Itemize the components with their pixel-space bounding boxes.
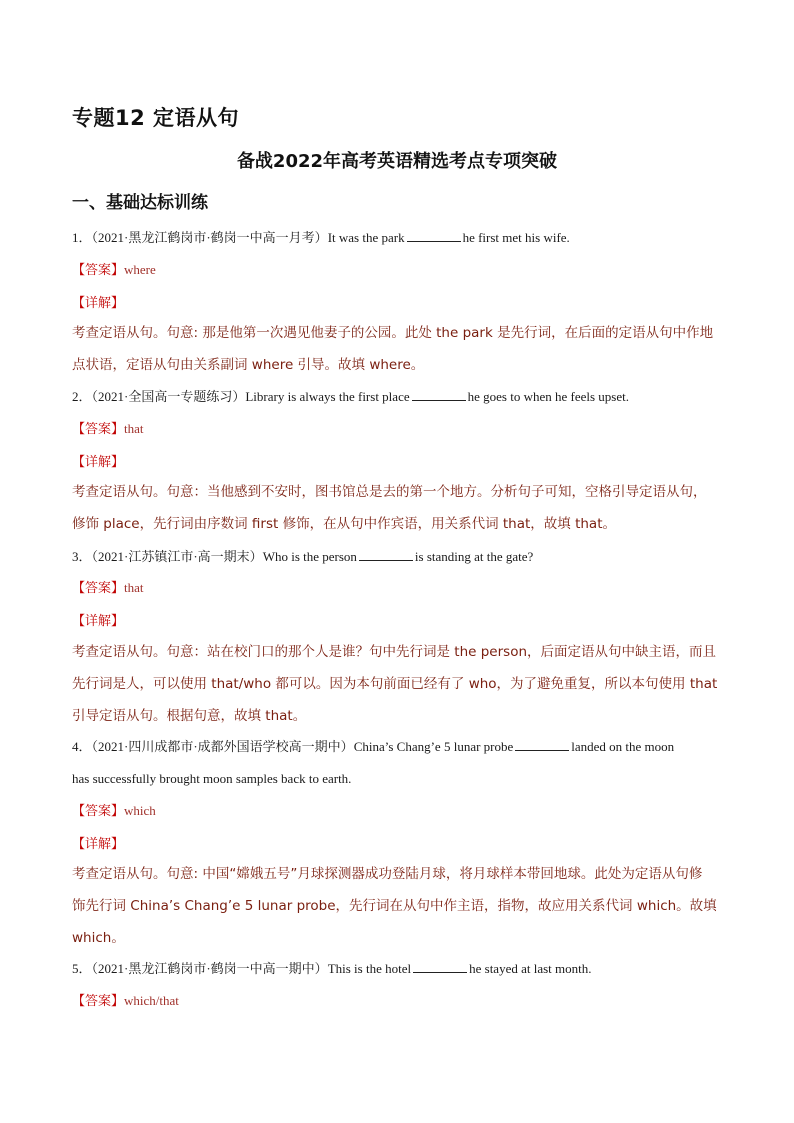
question-3: 3．（2021·江苏镇江市·高一期末）Who is the person is standing at the gate? [72,549,534,564]
answer-blank [515,738,569,751]
explanation-2-line-2: 修饰 place，先行词由序数词 first 修饰，在从句中作宾语，用关系代词 that，故填 that。 [72,516,616,532]
question-4-continued: has successfully brought moon samples back to earth. [72,771,352,786]
question-5: 5．（2021·黑龙江鹤岗市·鹤岗一中高一期中）This is the hotel he stayed at last month. [72,961,592,976]
question-source: （2021·四川成都市·成都外国语学校高一期中） [91,739,354,754]
question-2: 2．（2021·全国高一专题练习）Library is always the first place he goes to when he feels upset. [72,389,629,404]
answer-blank [413,960,467,973]
detail-label-2: 【详解】 [72,455,125,470]
detail-label-3: 【详解】 [72,614,125,629]
page-title: 备战2022年高考英语精选考点专项突破 [236,151,558,172]
question-source: （2021·全国高一专题练习） [91,389,246,404]
answer-4: 【答案】which [72,803,156,819]
answer-blank [407,229,461,242]
explanation-4-line-1: 考查定语从句。句意: 中国“嫦娥五号”月球探测器成功登陆月球，将月球样本带回地球。此处为定语从句修 [72,866,703,882]
answer-blank [359,548,413,561]
question-source: （2021·黑龙江鹤岗市·鹤岗一中高一期中） [91,961,328,976]
explanation-3-line-3: 引导定语从句。根据句意，故填 that。 [72,708,307,724]
answer-1: 【答案】where [72,262,156,278]
answer-2: 【答案】that [72,421,144,437]
question-source: （2021·黑龙江鹤岗市·鹤岗一中高一月考） [91,230,328,245]
question-source: （2021·江苏镇江市·高一期末） [91,549,263,564]
explanation-4-line-2: 饰先行词 China’s Chang’e 5 lunar probe，先行词在从句中作主语，指物，故应用关系代词 which。故填 [72,898,717,914]
explanation-2-line-1: 考查定语从句。句意：当他感到不安时，图书馆总是去的第一个地方。分析句子可知，空格引导定语从句， [72,484,707,500]
question-4: 4．（2021·四川成都市·成都外国语学校高一期中）China’s Chang’e 5 lunar probe landed on the moon [72,739,675,754]
explanation-1-line-1: 考查定语从句。句意: 那是他第一次遇见他妻子的公园。此处 the park 是先行词，在后面的定语从句中作地 [72,325,714,341]
question-1: 1．（2021·黑龙江鹤岗市·鹤岗一中高一月考）It was the park he first met his wife. [72,230,570,245]
explanation-4-line-3: which。 [72,930,125,946]
answer-blank [412,388,466,401]
explanation-3-line-1: 考查定语从句。句意：站在校门口的那个人是谁？句中先行词是 the person，后面定语从句中缺主语，而且 [72,644,717,660]
topic-title: 专题12 定语从句 [72,106,240,130]
explanation-1-line-2: 点状语，定语从句由关系副词 where 引导。故填 where。 [72,357,425,373]
answer-3: 【答案】that [72,580,144,596]
section-heading: 一、基础达标训练 [72,193,208,213]
detail-label-4: 【详解】 [72,837,125,852]
detail-label-1: 【详解】 [72,296,125,311]
answer-5: 【答案】which/that [72,993,179,1009]
explanation-3-line-2: 先行词是人，可以使用 that/who 都可以。因为本句前面已经有了 who，为了避免重复，所以本句使用 that [72,676,718,692]
